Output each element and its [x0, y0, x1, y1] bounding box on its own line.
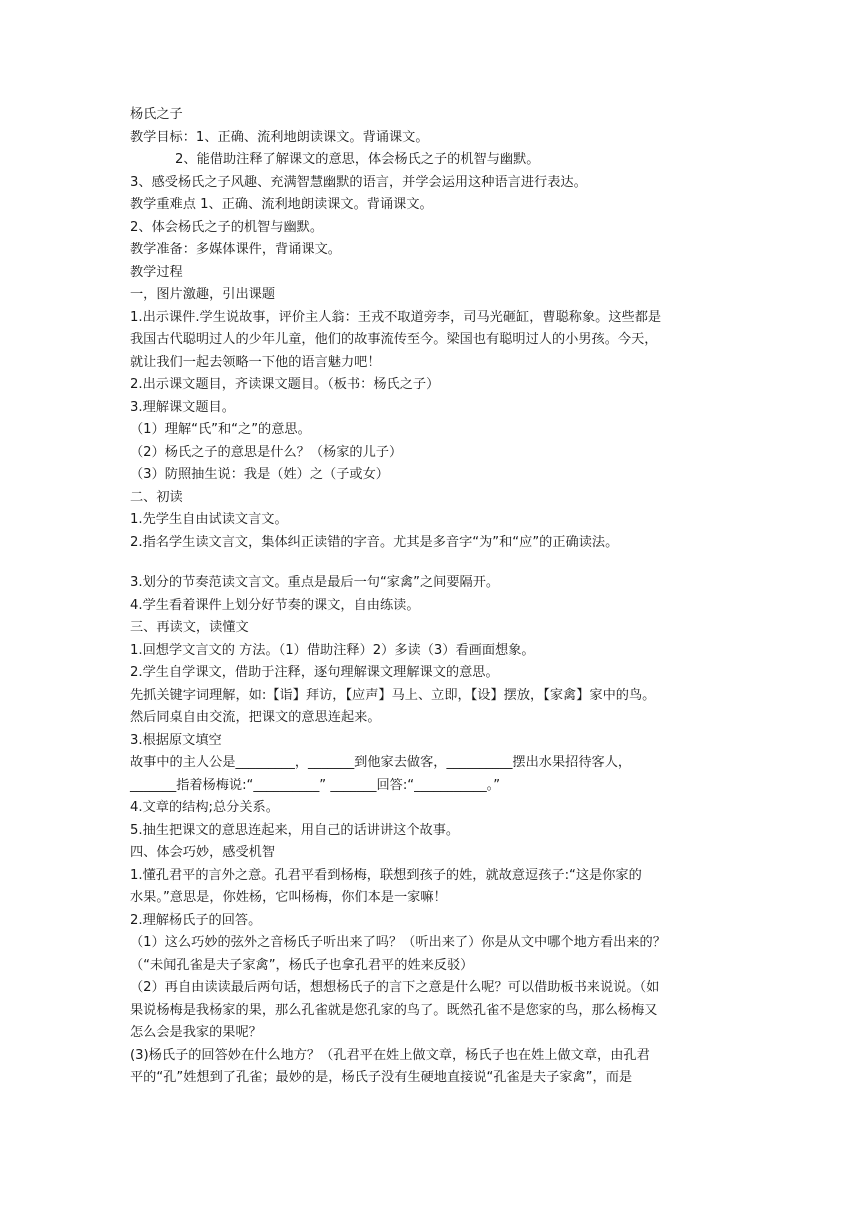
text-line: 先抓关键字词理解，如:【诣】拜访，【应声】马上、立即，【设】摆放，【家禽】家中的鸟。 — [130, 687, 656, 703]
text-line: （1）理解“氏”和“之”的意思。 — [130, 422, 311, 437]
text-line: 教学目标：1、正确、流利地朗读课文。背诵课文。 — [130, 129, 429, 145]
text-line: 3.划分的节奏范读文言文。重点是最后一句“家禽”之间要隔开。 — [130, 575, 500, 590]
text-line: 平的“孔”姓想到了孔雀；最妙的是，杨氏子没有生硬地直接说“孔雀是夫子家禽”，而是 — [130, 1070, 633, 1085]
document-title: 杨氏之子 — [130, 107, 183, 122]
text-line: 3.理解课文题目。 — [130, 399, 235, 415]
text-line: 2.指名学生读文言文，集体纠正读错的字音。尤其是多音字“为”和“应”的正确读法。 — [130, 534, 619, 550]
text-line: 1.懂孔君平的言外之意。孔君平看到杨梅，联想到孩子的姓，就故意逗孩子:“这是你家的 — [130, 867, 642, 883]
text-line: 我国古代聪明过人的少年儿童，他们的故事流传至今。梁国也有聪明过人的小男孩。今天， — [130, 332, 658, 347]
fill-blank-line: 故事中的主人公是_________，_______到他家去做客，__________摆出水果招待客人， — [130, 755, 632, 770]
section-heading: 四、体会巧妙，感受机智 — [130, 845, 276, 860]
text-line: （1）这么巧妙的弦外之音杨氏子听出来了吗？（听出来了）你是从文中哪个地方看出来的？ — [130, 935, 666, 950]
text-line: 1.出示课件.学生说故事，评价主人翁：王戎不取道旁李，司马光砸缸，曹聪称象。这些都是 — [130, 309, 662, 325]
section-heading: 一，图片激趣，引出课题 — [130, 287, 276, 302]
blank-line — [130, 554, 740, 572]
text-line: (3)杨氏子的回答妙在什么地方？（孔君平在姓上做文章，杨氏子也在姓上做文章，由孔君 — [130, 1047, 650, 1063]
text-line: （“未闻孔雀是夫子家禽”，杨氏子也拿孔君平的姓来反驳） — [130, 957, 474, 973]
text-line: （3）防照抽生说：我是（姓）之（子或女） — [130, 467, 389, 482]
text-line: 2.理解杨氏子的回答。 — [130, 912, 262, 928]
section-heading: 二、初读 — [130, 489, 183, 505]
text-line: 然后同桌自由交流，把课文的意思连起来。 — [130, 710, 381, 725]
text-line: 3、感受杨氏之子风趣、充满智慧幽默的语言，并学会运用这种语言进行表达。 — [130, 174, 587, 190]
section-heading: 教学过程 — [130, 264, 183, 280]
text-line: 教学准备：多媒体课件，背诵课文。 — [130, 242, 341, 257]
document-page — [130, 104, 740, 1090]
text-line: 5.抽生把课文的意思连起来，用自己的话讲讲这个故事。 — [130, 822, 460, 838]
text-line: 2.学生自学课文，借助于注释，逐句理解课文理解课文的意思。 — [130, 665, 499, 680]
text-line: 4.学生看着课件上划分好节奏的课文，自由练读。 — [130, 597, 420, 613]
text-line: 2.出示课文题目，齐读课文题目。（板书：杨氏之子） — [130, 377, 440, 392]
fill-blank-line: _______指着杨梅说:“__________” _______回答:“___________。” — [130, 777, 501, 793]
text-line: 2、能借助注释了解课文的意思，体会杨氏之子的机智与幽默。 — [175, 152, 540, 167]
text-line: 教学重难点 1、正确、流利地朗读课文。背诵课文。 — [130, 197, 433, 212]
text-line: 怎么会是我家的果呢？ — [130, 1025, 262, 1040]
text-line: 水果。”意思是，你姓杨，它叫杨梅，你们本是一家嘛！ — [130, 890, 447, 905]
text-line: 就让我们一起去领略一下他的语言魅力吧！ — [130, 354, 381, 370]
text-line: 3.根据原文填空 — [130, 732, 222, 748]
text-line: 1.回想学文言文的 方法。（1）借助注释）2）多读（3）看画面想象。 — [130, 642, 535, 658]
section-heading: 三、再读文，读懂文 — [130, 620, 249, 635]
text-line: 4.文章的结构;总分关系。 — [130, 800, 279, 815]
text-line: 1.先学生自由试读文言文。 — [130, 512, 288, 527]
text-line: 果说杨梅是我杨家的果，那么孔雀就是您孔家的鸟了。既然孔雀不是您家的鸟，那么杨梅又 — [130, 1002, 658, 1018]
text-line: （2）杨氏之子的意思是什么？（杨家的儿子） — [130, 444, 403, 460]
text-line: 2、体会杨氏之子的机智与幽默。 — [130, 219, 324, 235]
text-line: （2）再自由读读最后两句话，想想杨氏子的言下之意是什么呢？可以借助板书来说说。（如 — [130, 980, 660, 995]
